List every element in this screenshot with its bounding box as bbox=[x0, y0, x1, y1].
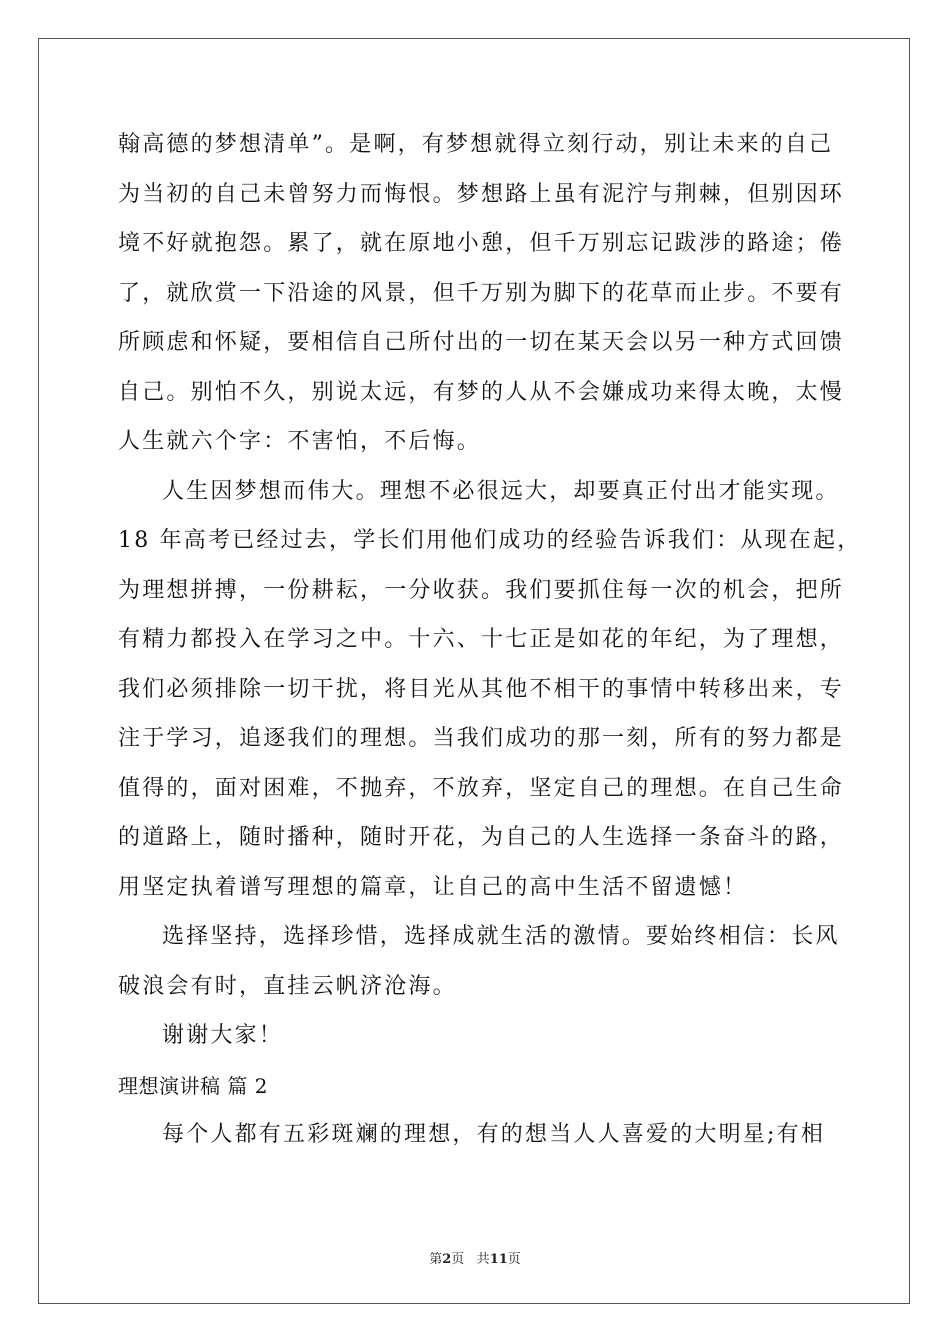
text-line: 为理想拼搏，一份耕耘，一分收获。我们要抓住每一次的机会，把所 bbox=[118, 577, 845, 603]
text-line: 破浪会有时，直挂云帆济沧海。 bbox=[118, 973, 457, 999]
paragraph bbox=[118, 922, 858, 1021]
current-page-number: 2 bbox=[442, 1252, 452, 1267]
text-line: 每个人都有五彩斑斓的理想，有的想当人人喜爱的大明星;有相 bbox=[162, 1122, 826, 1147]
text-line: 选择坚持，选择珍惜，选择成就生活的激情。要始终相信：长风 bbox=[162, 924, 840, 949]
paragraph bbox=[118, 1021, 858, 1071]
text-line: 翰高德的梦想清单”。是啊，有梦想就得立刻行动，别让未来的自己 bbox=[118, 132, 834, 157]
footer-prefix: 第 bbox=[429, 1252, 443, 1267]
text-line: 了，就欣赏一下沿途的风景，但千万别为脚下的花草而止步。不要有 bbox=[118, 280, 845, 306]
text-line: 18 年高考已经过去，学长们用他们成功的经验告诉我们：从现在起， bbox=[118, 528, 862, 553]
document-body bbox=[118, 130, 862, 1170]
text-line: 我们必须排除一切干扰，将目光从其他不相干的事情中转移出来，专 bbox=[118, 676, 845, 702]
footer-total-prefix: 共 bbox=[476, 1252, 490, 1267]
text-line: 为当初的自己未曾努力而悔恨。梦想路上虽有泥泞与荆棘，但别因环 bbox=[118, 181, 845, 207]
paragraph bbox=[118, 477, 862, 923]
text-line: 用坚定执着谱写理想的篇章，让自己的高中生活不留遗憾！ bbox=[118, 874, 748, 900]
page-footer bbox=[0, 1248, 950, 1267]
text-line: 注于学习，追逐我们的理想。当我们成功的那一刻，所有的努力都是 bbox=[118, 726, 845, 751]
footer-total-suffix: 页 bbox=[507, 1252, 521, 1267]
text-line: 有精力都投入在学习之中。十六、十七正是如花的年纪，为了理想， bbox=[118, 627, 845, 652]
text-line: 的道路上，随时播种，随时开花，为自己的人生选择一条奋斗的路， bbox=[118, 825, 845, 850]
section-heading: 理想演讲稿 篇 2 bbox=[118, 1073, 268, 1098]
footer-page-suffix: 页 bbox=[451, 1252, 465, 1267]
text-line: 人生因梦想而伟大。理想不必很远大，却要真正付出才能实现。 bbox=[162, 478, 840, 504]
text-line: 人生就六个字：不害怕，不后悔。 bbox=[118, 429, 482, 454]
total-page-count: 11 bbox=[489, 1252, 508, 1267]
closing-line: 谢谢大家！ bbox=[162, 1023, 284, 1048]
text-line: 自己。别怕不久，别说太远，有梦的人从不会嫌成功来得太晚，太慢 bbox=[118, 379, 845, 405]
text-line: 值得的，面对困难，不抛弃，不放弃，坚定自己的理想。在自己生命 bbox=[118, 775, 845, 801]
paragraph bbox=[118, 130, 858, 477]
text-line: 所顾虑和怀疑，要相信自己所付出的一切在某天会以另一种方式回馈 bbox=[118, 330, 845, 355]
text-line: 境不好就抱怨。累了，就在原地小憩，但千万别忘记跋涉的路途；倦 bbox=[118, 231, 845, 256]
